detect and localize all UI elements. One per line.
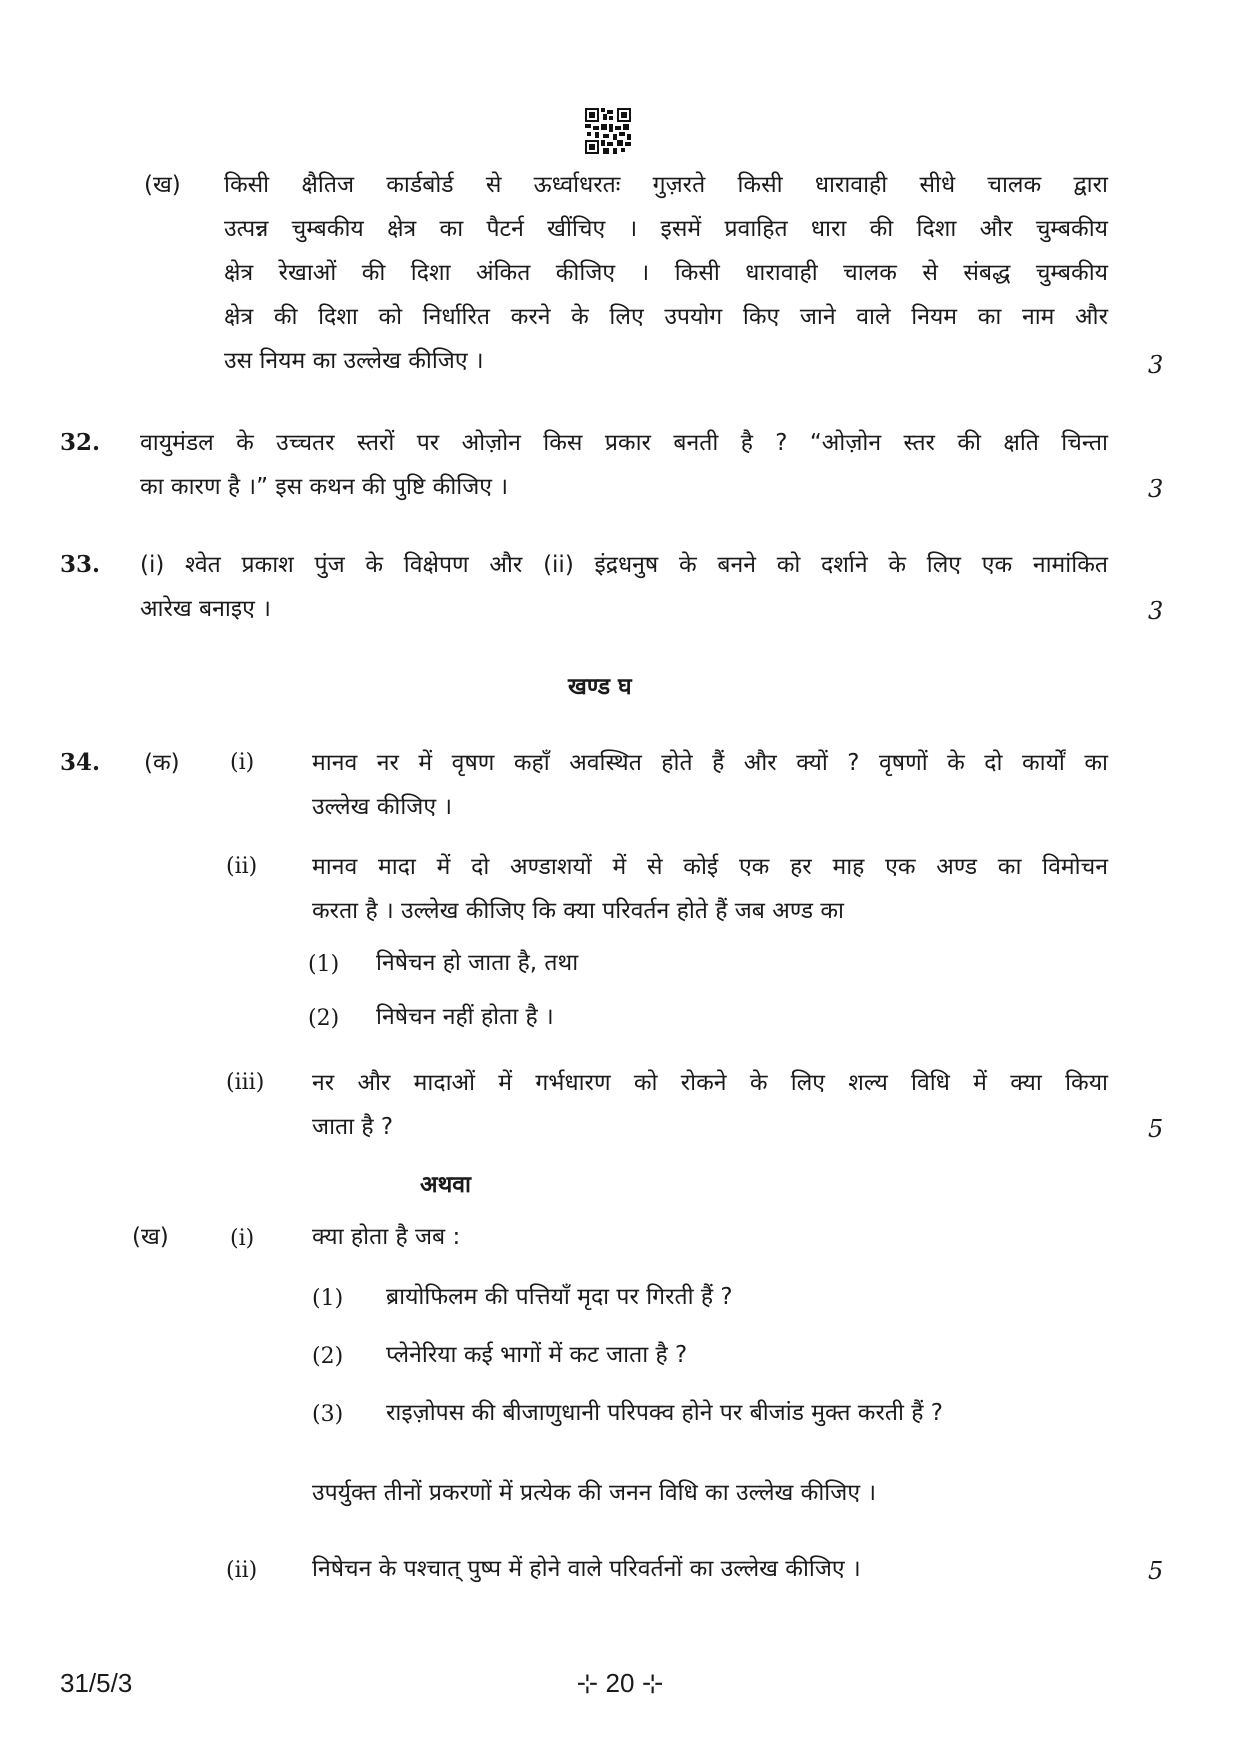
q34-b-i-label: (i) [230,1226,255,1251]
q34-a-iii-line-1: नर और मादाओं में गर्भधारण को रोकने के लिए शल्य विधि में क्या किया [312,1070,1108,1096]
qr-code-icon [585,108,631,154]
part-b-line-5: उस नियम का उल्लेख कीजिए । [224,348,484,374]
section-heading: खण्ड घ [568,674,632,700]
q34-b-ii-label: (ii) [226,1558,258,1583]
q32-marks: 3 [1148,475,1164,503]
part-b-marks: 3 [1148,351,1164,379]
q34-a-iii-line-2: जाता है ? [312,1114,394,1140]
question-number-33: 33. [60,551,101,578]
q34-b-i-sub-2-text: प्लेनेरिया कई भागों में कट जाता है ? [386,1342,688,1368]
q34-b-i-sub-3-label: (3) [312,1402,344,1427]
page-number-right-ornament-icon: ⊹ [641,1668,664,1698]
q34-part-b-label: (ख) [132,1224,169,1250]
q34-a-marks: 5 [1148,1115,1164,1143]
q34-a-ii-sub-1-label: (1) [308,952,340,977]
q34-a-ii-sub-2-label: (2) [308,1006,340,1031]
paper-code: 31/5/3 [60,1668,133,1698]
q34-a-i-line-1: मानव नर में वृषण कहाँ अवस्थित होते हैं और क्यों ? वृषणों के दो कार्यों का [312,750,1108,776]
q33-line-1: (i) श्वेत प्रकाश पुंज के विक्षेपण और (ii) इंद्रधनुष के बनने को दर्शाने के लिए एक नामांकित [140,552,1108,578]
q34-a-i-label: (i) [230,750,255,775]
q34-part-a-label: (क) [144,750,180,776]
question-number-32: 32. [60,429,101,456]
q34-a-ii-sub-2-text: निषेचन नहीं होता है । [376,1004,554,1030]
q32-line-1: वायुमंडल के उच्चतर स्तरों पर ओज़ोन किस प्रकार बनती है ? “ओज़ोन स्तर की क्षति चिन्ता [140,430,1108,456]
page-number-value: 20 [605,1668,635,1698]
q34-a-ii-sub-1-text: निषेचन हो जाता है, तथा [376,950,579,976]
or-label: अथवा [420,1172,472,1198]
part-b-line-3: क्षेत्र रेखाओं की दिशा अंकित कीजिए । किसी धारावाही चालक से संबद्ध चुम्बकीय [224,260,1108,286]
q34-b-i-text: क्या होता है जब : [312,1224,461,1250]
q34-b-i-sub-1-text: ब्रायोफिलम की पत्तियाँ मृदा पर गिरती हैं ? [386,1284,733,1310]
question-number-34: 34. [60,749,101,776]
page-number [560,1668,680,1698]
q34-b-marks: 5 [1148,1557,1164,1585]
part-b-line-2: उत्पन्न चुम्बकीय क्षेत्र का पैटर्न खींचिए । इसमें प्रवाहित धारा की दिशा और चुम्बकीय [224,216,1108,242]
q32-line-2: का कारण है ।” इस कथन की पुष्टि कीजिए । [140,474,509,500]
part-b-line-1: किसी क्षैतिज कार्डबोर्ड से ऊर्ध्वाधरतः गुज़रते किसी धारावाही सीधे चालक द्वारा [224,172,1108,198]
q34-b-ii-text: निषेचन के पश्चात् पुष्प में होने वाले परिवर्तनों का उल्लेख कीजिए । [312,1556,861,1582]
q34-a-ii-line-2: करता है । उल्लेख कीजिए कि क्या परिवर्तन होते हैं जब अण्ड का [312,898,844,924]
q33-marks: 3 [1148,597,1164,625]
q34-b-i-closing: उपर्युक्त तीनों प्रकरणों में प्रत्येक की जनन विधि का उल्लेख कीजिए । [312,1480,877,1506]
q34-b-i-sub-3-text: राइज़ोपस की बीजाणुधानी परिपक्व होने पर बीजांड मुक्त करती हैं ? [386,1400,943,1426]
q34-b-i-sub-2-label: (2) [312,1344,344,1369]
q34-a-ii-label: (ii) [226,854,258,879]
q34-a-i-line-2: उल्लेख कीजिए । [312,794,453,820]
q33-line-2: आरेख बनाइए । [140,596,271,622]
q34-a-ii-line-1: मानव मादा में दो अण्डाशयों में से कोई एक हर माह एक अण्ड का विमोचन [312,854,1108,880]
q34-b-i-sub-1-label: (1) [312,1286,344,1311]
part-b-label: (ख) [144,172,181,198]
q34-a-iii-label: (iii) [226,1070,265,1095]
page-number-left-ornament-icon: ⊹ [576,1668,599,1698]
part-b-line-4: क्षेत्र की दिशा को निर्धारित करने के लिए उपयोग किए जाने वाले नियम का नाम और [224,304,1108,330]
